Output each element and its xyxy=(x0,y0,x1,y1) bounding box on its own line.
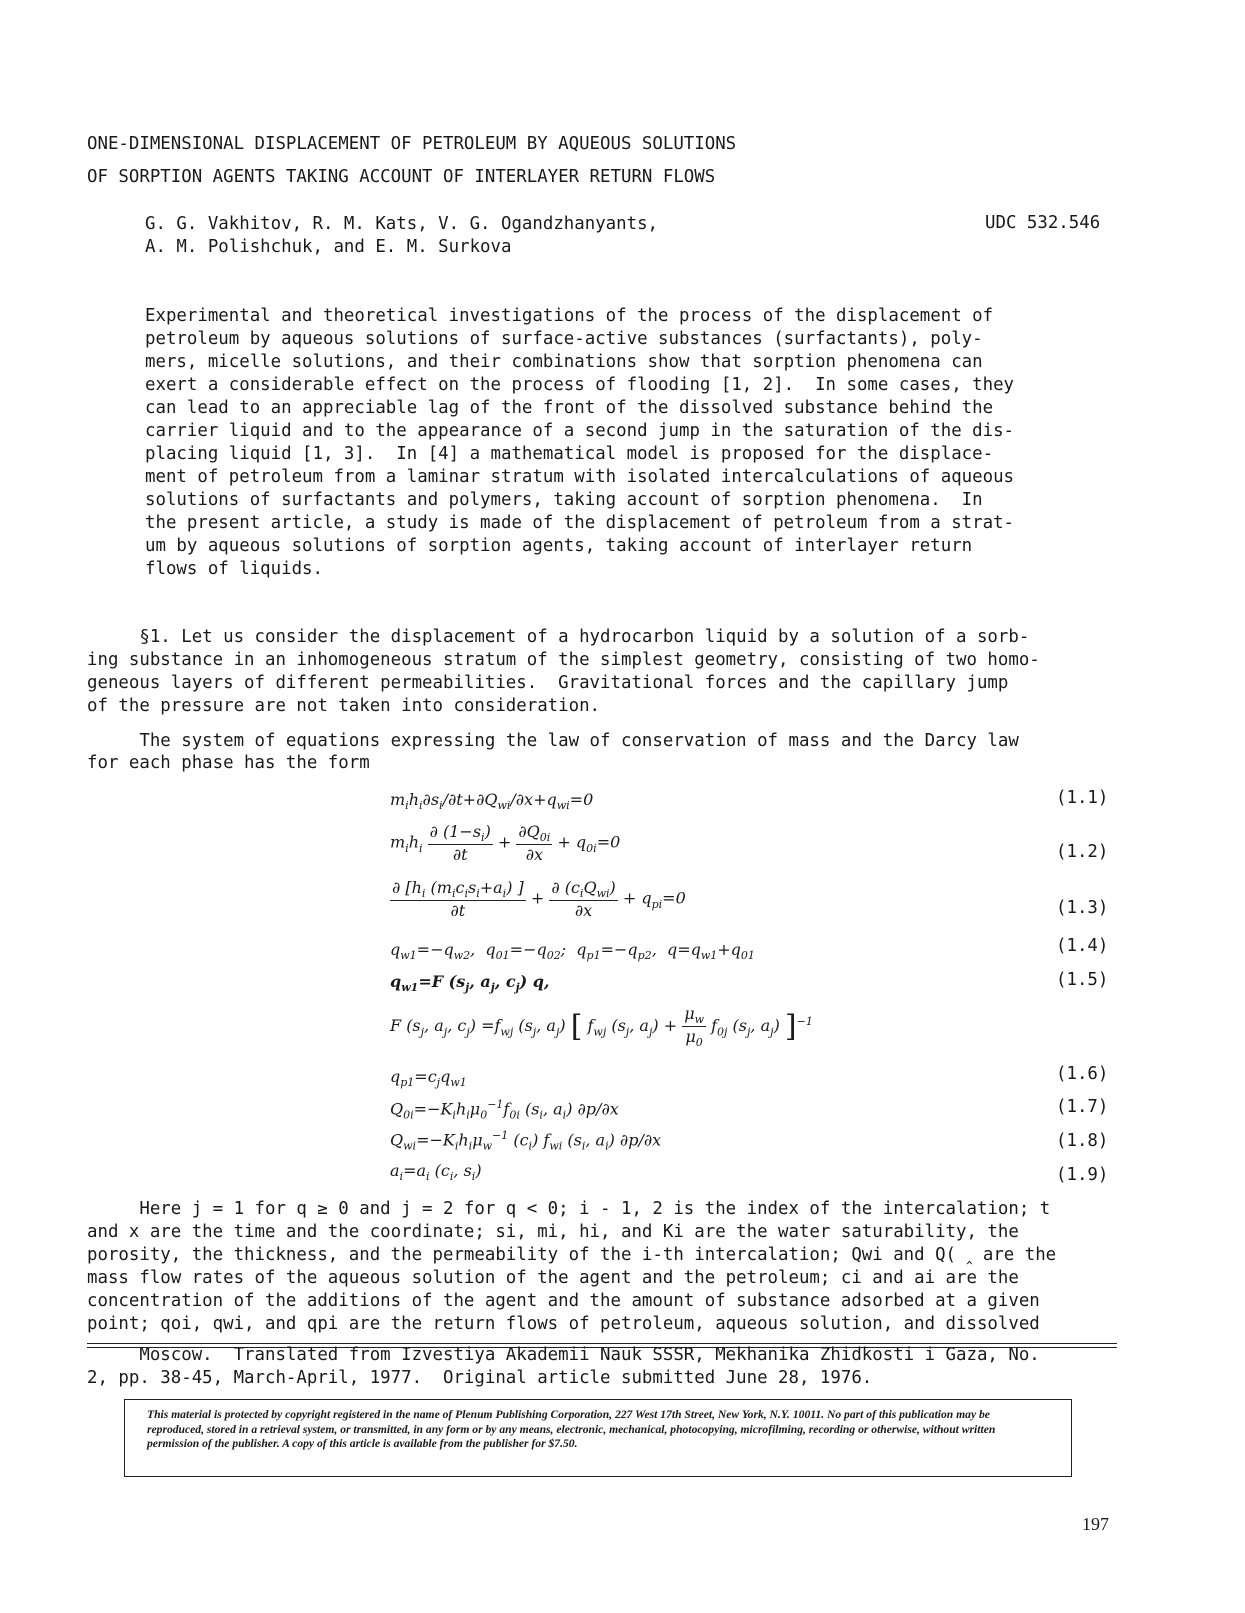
equation-1-7: $Q_{0i}=-K_ih_i\mu_0^{-1}f_{0i}$ ($s_i$, $a_i$) ∂p/∂x xyxy=(390,1098,619,1122)
body-line: and x are the time and the coordinate; si, mi, hi, and Ki are the water saturability, the xyxy=(87,1222,1019,1242)
equation-1-8: $Q_{wi}=-K_ih_i\mu_w^{-1}$ $(c_i)$ $f_{wi}$ ($s_i$, $a_i$) ∂p/∂x xyxy=(390,1129,662,1153)
authors-line-2: A. M. Polishchuk, and E. M. Surkova xyxy=(145,237,512,257)
abstract-line: flows of liquids. xyxy=(145,559,323,579)
body-line: The system of equations expressing the law of conservation of mass and the Darcy law xyxy=(87,731,1019,751)
authors-line-1: G. G. Vakhitov, R. M. Kats, V. G. Ogandzhanyants, xyxy=(145,214,659,234)
body-line: concentration of the additions of the agent and the amount of substance adsorbed at a given xyxy=(87,1291,1040,1311)
equation-1-4: $q_{w1}=-q_{w2}$, $q_{01}=-q_{02}$; $q_{p1}=-q_{p2}$, $q=q_{w1}+q_{01}$ xyxy=(390,940,755,963)
equation-1-5: $q_{w1}=F$ ($s_j$, $a_j$, $c_j$) q, xyxy=(390,972,550,995)
copyright-notice-box xyxy=(124,1399,1072,1477)
abstract-line: um by aqueous solutions of sorption agents, taking account of interlayer return xyxy=(145,536,973,556)
equation-number: (1.4) xyxy=(1056,936,1109,956)
abstract-line: exert a considerable effect on the process of flooding [1, 2]. In some cases, they xyxy=(145,375,1015,395)
abstract-line: Experimental and theoretical investigations of the process of the displacement of xyxy=(145,306,994,326)
equation-f-definition: F ($s_j$, $a_j$, $c_j) =f_{wj}$ ($s_j$, $a_j$) [ $f_{wj}$ ($s_j$, $a_j$) + $\frac{\mu_w}{\mu_0}$ $f_{0j}$ ($s_j$, $a_j$) ]$^{-1}$ xyxy=(390,1004,813,1050)
footnote-line: 2, pp. 38-45, March-April, 1977. Original article submitted June 28, 1976. xyxy=(87,1368,873,1388)
equation-1-9: $a_i=a_i$ ($c_i$, $s_i$) xyxy=(390,1161,482,1184)
body-line: for each phase has the form xyxy=(87,753,370,773)
article-title-line-1: ONE-DIMENSIONAL DISPLACEMENT OF PETROLEUM BY AQUEOUS SOLUTIONS xyxy=(87,134,737,154)
body-line: ing substance in an inhomogeneous stratum of the simplest geometry, consisting of two homo- xyxy=(87,650,1040,670)
udc-code: UDC 532.546 xyxy=(985,213,1101,233)
page-number: 197 xyxy=(1082,1514,1109,1534)
body-line: point; qoi, qwi, and qpi are the return flows of petroleum, aqueous solution, and dissolved xyxy=(87,1314,1040,1334)
abstract-line: can lead to an appreciable lag of the front of the dissolved substance behind the xyxy=(145,398,994,418)
abstract-line: ment of petroleum from a laminar stratum with isolated intercalculations of aqueous xyxy=(145,467,1015,487)
equation-number: (1.6) xyxy=(1056,1064,1109,1084)
body-line: porosity, the thickness, and the permeability of the i-th intercalation; Qwi and Q( ‸ are the xyxy=(87,1245,1057,1265)
abstract-line: carrier liquid and to the appearance of a second jump in the saturation of the dis- xyxy=(145,421,1015,441)
equation-number: (1.7) xyxy=(1056,1097,1109,1117)
abstract-line: mers, micelle solutions, and their combinations show that sorption phenomena can xyxy=(145,352,983,372)
equation-number: (1.9) xyxy=(1056,1165,1109,1185)
equation-1-6: $q_{p1}=c_jq_{w1}$ xyxy=(390,1067,467,1090)
body-line: Here j = 1 for q ≥ 0 and j = 2 for q < 0; i - 1, 2 is the index of the intercalation; t xyxy=(87,1199,1051,1219)
equation-1-2: $m_ih_i$ $\frac{\partial (1-s_i)}{\partial t}$ + $\frac{\partial Q_{0i}}{\partial x}$ + $q_{0i}=0$ xyxy=(390,822,621,865)
equation-number: (1.3) xyxy=(1056,898,1109,918)
equation-1-3: $\frac{\partial [h_i (m_ic_is_i+a_i) ]}{\partial t}$ + $\frac{\partial (c_iQ_{wi})}{\partial x}$ + $q_{pi}=0$ xyxy=(392,878,686,921)
article-title-line-2: OF SORPTION AGENTS TAKING ACCOUNT OF INTERLAYER RETURN FLOWS xyxy=(87,167,716,187)
body-line: §1. Let us consider the displacement of a hydrocarbon liquid by a solution of a sorb- xyxy=(87,627,1030,647)
abstract-line: petroleum by aqueous solutions of surface-active substances (surfactants), poly- xyxy=(145,329,983,349)
equation-number: (1.2) xyxy=(1056,842,1109,862)
equation-number: (1.8) xyxy=(1056,1131,1109,1151)
equation-number: (1.5) xyxy=(1056,970,1109,990)
footnote-line: Moscow. Translated from Izvestiya Akademii Nauk SSSR, Mekhanika Zhidkosti i Gaza, No. xyxy=(87,1345,1040,1365)
abstract-line: placing liquid [1, 3]. In [4] a mathematical model is proposed for the displace- xyxy=(145,444,994,464)
equation-number: (1.1) xyxy=(1056,788,1109,808)
body-line: geneous layers of different permeabilities. Gravitational forces and the capillary jump xyxy=(87,673,1009,693)
abstract-line: the present article, a study is made of the displacement of petroleum from a strat- xyxy=(145,513,1015,533)
body-line: mass flow rates of the aqueous solution of the agent and the petroleum; ci and ai are the xyxy=(87,1268,1019,1288)
equation-1-1: $m_ih_i\partial s_i/\partial t+\partial Q_{wi}/\partial x+q_{wi}=0$ xyxy=(390,790,594,813)
copyright-notice: This material is protected by copyright registered in the name of Plenum Publishing Corporation, 227 West 17th Street, New York, N.Y. 10011. No part of this publication may be reproduced, stored in a retrieval system, or transmitted, in any form or by any means, electronic, mechanical, photocopying, microfilming, recording or otherwise, without written permission of the publisher. A copy of this article is available from the publisher for $7.50. xyxy=(147,1408,996,1450)
body-line: of the pressure are not taken into consideration. xyxy=(87,696,601,716)
abstract-line: solutions of surfactants and polymers, taking account of sorption phenomena. In xyxy=(145,490,983,510)
